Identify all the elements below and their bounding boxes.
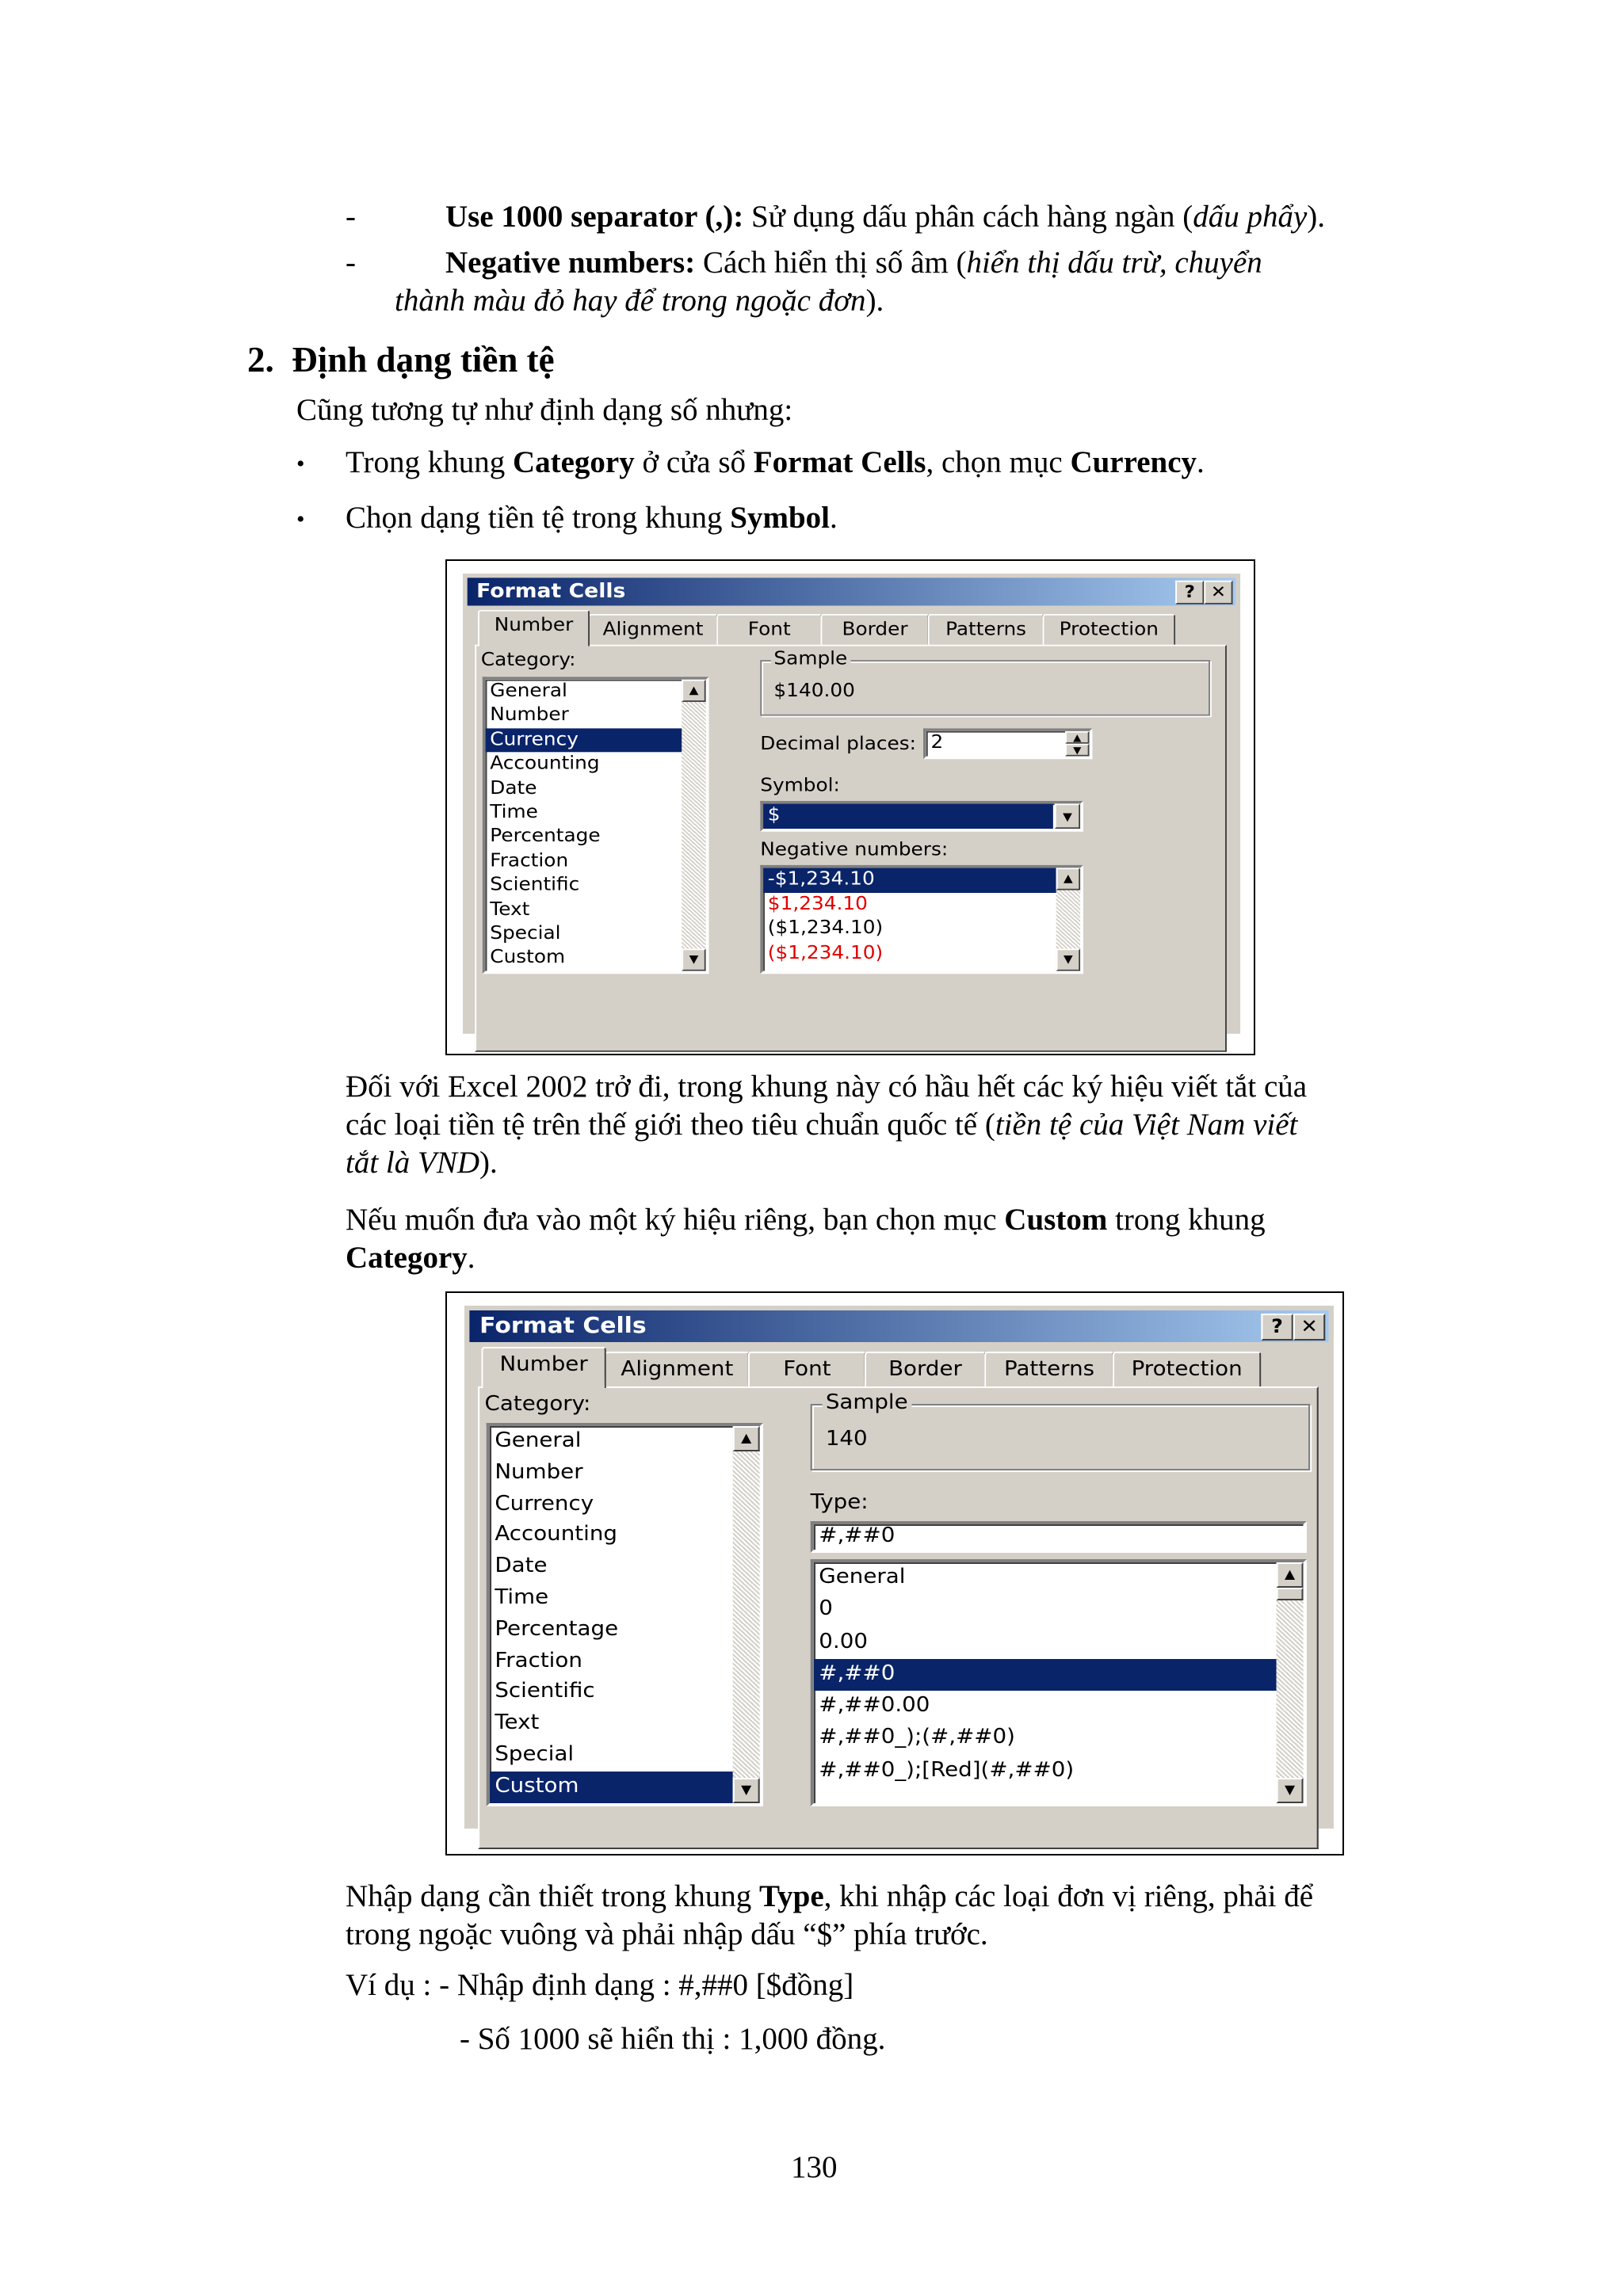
help-button[interactable]: ? bbox=[1175, 581, 1204, 605]
type-input[interactable] bbox=[811, 1521, 1307, 1553]
list-item[interactable]: ($1,234.10) bbox=[767, 917, 884, 940]
close-button[interactable]: ✕ bbox=[1293, 1314, 1325, 1341]
dialog-title: Format Cells bbox=[476, 580, 626, 603]
type-paragraph bbox=[346, 1878, 1381, 1954]
dash-marker: - bbox=[346, 246, 356, 280]
excel-2002-paragraph bbox=[346, 1068, 1381, 1182]
example-line-1: Ví dụ : - Nhập định dạng : #,##0 [$đồng] bbox=[346, 1968, 854, 2002]
list-item[interactable]: Fraction bbox=[495, 1649, 582, 1673]
type-items bbox=[814, 1562, 1304, 1787]
decimal-places-input[interactable] bbox=[923, 728, 1092, 759]
help-button[interactable]: ? bbox=[1261, 1314, 1293, 1341]
list-item[interactable]: ($1,234.10) bbox=[767, 942, 884, 963]
scroll-down-icon[interactable]: ▼ bbox=[733, 1778, 760, 1803]
list-item[interactable]: Percentage bbox=[490, 826, 601, 848]
tab-alignment[interactable]: Alignment bbox=[588, 614, 718, 646]
symbol-selected-value: $ bbox=[763, 803, 1053, 829]
format-cells-dialog-currency bbox=[463, 574, 1240, 1034]
scroll-down-icon[interactable]: ▼ bbox=[1056, 948, 1080, 971]
figure-frame-custom bbox=[445, 1291, 1344, 1855]
tab-font[interactable]: Font bbox=[748, 1352, 866, 1388]
list-item[interactable]: Currency bbox=[486, 728, 706, 753]
title-bar bbox=[468, 578, 1236, 605]
close-button[interactable]: ✕ bbox=[1204, 581, 1232, 605]
category-label: Category: bbox=[480, 650, 576, 672]
list-item[interactable]: #,##0_);[Red](#,##0) bbox=[819, 1758, 1075, 1783]
spin-up-icon[interactable]: ▲ bbox=[1065, 731, 1089, 744]
type-scrollbar[interactable] bbox=[1277, 1562, 1304, 1803]
tab-patterns[interactable]: Patterns bbox=[984, 1352, 1114, 1388]
list-item[interactable]: Time bbox=[490, 802, 538, 823]
tab-alignment[interactable]: Alignment bbox=[605, 1352, 750, 1388]
bullet-use-1000-separator: Use 1000 separator (,): Sử dụng dấu phân cách hàng ngàn (dấu phẩy). bbox=[445, 200, 1326, 234]
para2-line2: Category. bbox=[346, 1241, 475, 1275]
tab-protection[interactable]: Protection bbox=[1043, 614, 1176, 646]
dash-marker: - bbox=[346, 200, 356, 234]
scroll-up-icon[interactable]: ▲ bbox=[1277, 1562, 1304, 1588]
list-item[interactable]: Currency bbox=[495, 1492, 594, 1516]
bullet-negative-numbers-cont: thành màu đỏ hay để trong ngoặc đơn). bbox=[395, 284, 884, 318]
sample-group bbox=[811, 1391, 1310, 1470]
list-item[interactable]: Date bbox=[495, 1554, 548, 1579]
negative-numbers-label: Negative numbers: bbox=[760, 840, 949, 861]
list-item[interactable]: Special bbox=[490, 923, 561, 944]
term: Negative numbers: bbox=[445, 246, 696, 280]
list-item[interactable]: 0 bbox=[819, 1597, 833, 1622]
dialog-title: Format Cells bbox=[479, 1314, 647, 1339]
scroll-up-icon[interactable]: ▲ bbox=[1056, 868, 1080, 890]
list-item[interactable]: Scientific bbox=[490, 875, 580, 896]
list-item[interactable]: Custom bbox=[490, 1772, 760, 1803]
list-item[interactable]: Time bbox=[495, 1585, 549, 1610]
decimal-places-value: 2 bbox=[930, 732, 944, 754]
scroll-up-icon[interactable]: ▲ bbox=[733, 1426, 760, 1451]
list-item[interactable]: General bbox=[495, 1429, 582, 1453]
list-item[interactable]: #,##0 bbox=[814, 1659, 1304, 1691]
bullet-category-currency: Trong khung Category ở cửa sổ Format Cells, chọn mục Currency. bbox=[346, 445, 1205, 479]
term: Use 1000 separator (,): bbox=[445, 200, 744, 234]
bullet-marker: • bbox=[296, 451, 305, 477]
para3-line1: Nhập dạng cần thiết trong khung Type, khi nhập các loại đơn vị riêng, phải để bbox=[346, 1879, 1314, 1913]
category-list[interactable] bbox=[483, 677, 709, 974]
sample-label: Sample bbox=[771, 649, 850, 669]
list-item[interactable]: $1,234.10 bbox=[767, 893, 868, 915]
scroll-down-icon[interactable]: ▼ bbox=[1277, 1778, 1304, 1803]
tab-patterns[interactable]: Patterns bbox=[928, 614, 1044, 646]
list-item[interactable]: Number bbox=[490, 705, 569, 727]
list-item[interactable]: -$1,234.10 bbox=[763, 868, 1080, 892]
page-number: 130 bbox=[791, 2150, 838, 2184]
section-heading: 2. Định dạng tiền tệ bbox=[247, 340, 555, 379]
category-items bbox=[486, 680, 706, 971]
tab-number[interactable]: Number bbox=[481, 1347, 606, 1388]
list-item[interactable]: Accounting bbox=[495, 1523, 617, 1547]
list-item[interactable]: Number bbox=[495, 1460, 583, 1485]
negative-number-items bbox=[763, 868, 1080, 965]
list-item[interactable]: General bbox=[819, 1566, 906, 1589]
category-scrollbar[interactable] bbox=[682, 680, 705, 971]
intro-text: Cũng tương tự như định dạng số nhưng: bbox=[296, 393, 793, 427]
scroll-up-icon[interactable]: ▲ bbox=[682, 680, 705, 702]
para1-line3: tắt là VND). bbox=[346, 1146, 498, 1180]
category-scrollbar[interactable] bbox=[733, 1426, 760, 1803]
tab-border[interactable]: Border bbox=[820, 614, 929, 646]
symbol-select[interactable] bbox=[760, 801, 1083, 832]
list-item[interactable]: 0.00 bbox=[819, 1630, 868, 1654]
type-input-value: #,##0 bbox=[819, 1524, 896, 1548]
list-item[interactable]: General bbox=[490, 681, 567, 702]
tab-border[interactable]: Border bbox=[865, 1352, 986, 1388]
tab-font[interactable]: Font bbox=[716, 614, 822, 646]
para3-line2: trong ngoặc vuông và phải nhập dấu “$” phía trước. bbox=[346, 1917, 988, 1951]
type-label: Type: bbox=[810, 1491, 869, 1515]
sample-value: 140 bbox=[825, 1428, 868, 1451]
category-label: Category: bbox=[484, 1393, 591, 1417]
decimal-spinner[interactable] bbox=[1065, 731, 1089, 757]
list-item[interactable]: Text bbox=[490, 898, 530, 921]
list-item[interactable]: Percentage bbox=[495, 1617, 619, 1642]
list-item[interactable]: Text bbox=[495, 1711, 540, 1736]
format-cells-dialog-custom bbox=[464, 1306, 1334, 1829]
para1-line1: Đối với Excel 2002 trở đi, trong khung này có hầu hết các ký hiệu viết tắt của bbox=[346, 1070, 1308, 1104]
bullet-negative-numbers: Negative numbers: Cách hiển thị số âm (hiển thị dấu trừ, chuyển bbox=[445, 246, 1262, 280]
negative-numbers-scrollbar[interactable] bbox=[1056, 868, 1080, 971]
list-item[interactable]: #,##0_);(#,##0) bbox=[819, 1726, 1015, 1750]
number-tab-panel bbox=[475, 645, 1227, 1052]
custom-paragraph bbox=[346, 1201, 1381, 1277]
example-line-2: - Số 1000 sẽ hiển thị : 1,000 đồng. bbox=[460, 2022, 886, 2056]
para2-line1: Nếu muốn đưa vào một ký hiệu riêng, bạn chọn mục Custom trong khung bbox=[346, 1203, 1266, 1237]
sample-group bbox=[760, 649, 1210, 715]
para1-line2: các loại tiền tệ trên thế giới theo tiêu chuẩn quốc tế (tiền tệ của Việt Nam viết bbox=[346, 1108, 1298, 1142]
bullet-marker: • bbox=[296, 506, 305, 532]
type-list[interactable] bbox=[811, 1559, 1307, 1806]
title-bar bbox=[469, 1310, 1328, 1342]
list-item[interactable]: Accounting bbox=[490, 753, 600, 775]
list-item[interactable]: Special bbox=[495, 1742, 575, 1767]
scroll-down-icon[interactable]: ▼ bbox=[682, 948, 705, 971]
negative-numbers-list[interactable] bbox=[760, 865, 1083, 974]
sample-label: Sample bbox=[823, 1391, 911, 1415]
chevron-down-icon[interactable]: ▼ bbox=[1055, 803, 1080, 829]
tab-number[interactable]: Number bbox=[478, 610, 590, 646]
symbol-label: Symbol: bbox=[760, 776, 840, 797]
sample-value: $140.00 bbox=[773, 681, 855, 702]
figure-frame-currency bbox=[445, 559, 1255, 1055]
category-list[interactable] bbox=[487, 1423, 763, 1806]
spin-down-icon[interactable]: ▼ bbox=[1065, 744, 1089, 757]
scroll-thumb[interactable] bbox=[1277, 1588, 1304, 1600]
bullet-symbol: Chọn dạng tiền tệ trong khung Symbol. bbox=[346, 501, 838, 535]
list-item[interactable]: #,##0.00 bbox=[819, 1694, 930, 1718]
number-tab-panel bbox=[478, 1386, 1319, 1849]
list-item[interactable]: Date bbox=[490, 777, 537, 799]
decimal-places-label: Decimal places: bbox=[760, 734, 917, 755]
list-item[interactable]: Scientific bbox=[495, 1680, 595, 1704]
list-item[interactable]: Custom bbox=[490, 948, 566, 969]
list-item[interactable]: Fraction bbox=[490, 850, 569, 872]
category-items bbox=[490, 1426, 760, 1802]
tab-protection[interactable]: Protection bbox=[1113, 1352, 1261, 1388]
